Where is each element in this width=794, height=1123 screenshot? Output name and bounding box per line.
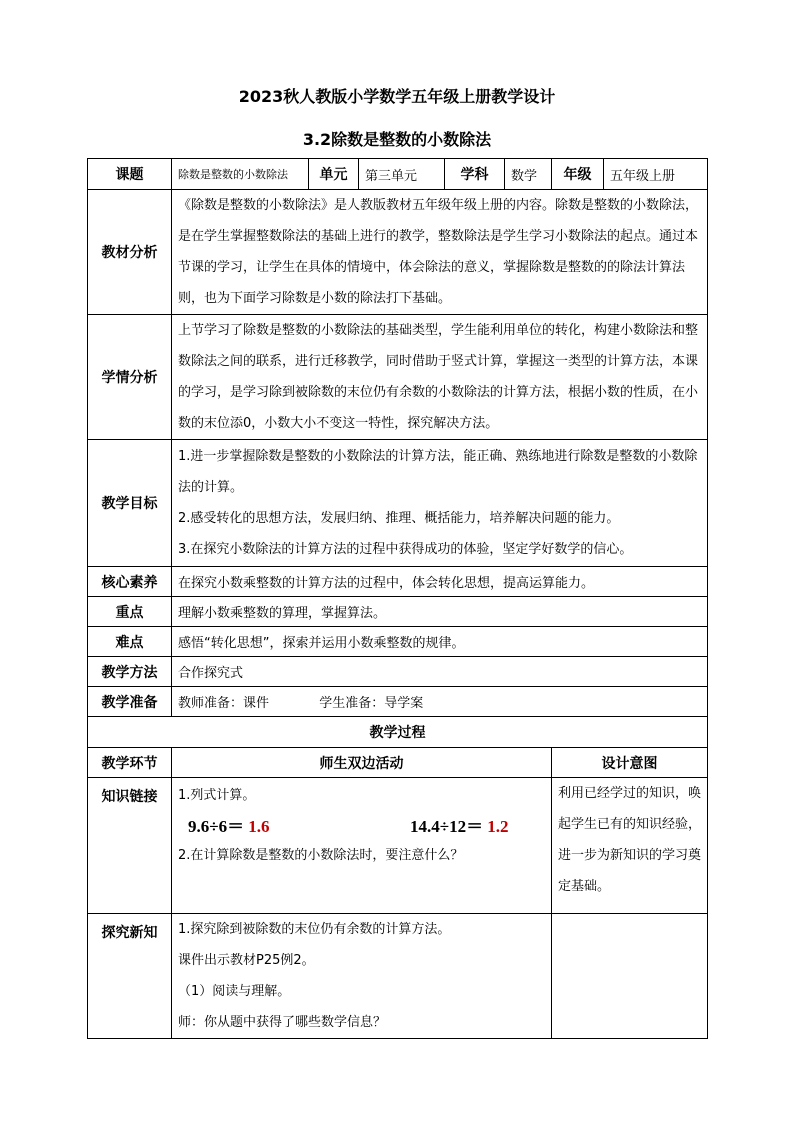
explore-label: 探究新知 xyxy=(88,914,172,1039)
grade-label: 年级 xyxy=(552,159,604,190)
goals-label: 教学目标 xyxy=(88,440,172,567)
learner-text: 上节学习了除数是整数的小数除法的基础类型，学生能利用单位的转化，构建小数除法和整数除法之间的联系，进行迁移教学，同时借助于竖式计算，掌握这一类型的计算方法，本课的学习，是学习除到被除数的末位仍有余数的小数除法的计算方法，根据小数的性质，在小数的末位添0，小数大小不变这一特性，探究解决方法。 xyxy=(172,315,708,440)
core-label: 核心素养 xyxy=(88,567,172,597)
topic-value: 除数是整数的小数除法 xyxy=(172,159,309,190)
link-item-2: 2.在计算除数是整数的小数除法时，要注意什么？ xyxy=(178,848,464,863)
col-intent-header: 设计意图 xyxy=(552,748,708,778)
key-label: 重点 xyxy=(88,597,172,627)
equation-2 xyxy=(410,812,508,837)
method-label: 教学方法 xyxy=(88,657,172,687)
goal-item-2: 2.感受转化的思想方法，发展归纳、推理、概括能力，培养解决问题的能力。 xyxy=(178,511,620,526)
process-header-row xyxy=(88,748,708,778)
link-label: 知识链接 xyxy=(88,778,172,914)
equation-row xyxy=(178,808,545,842)
goals-text xyxy=(172,440,708,567)
lesson-plan-table xyxy=(87,158,708,1039)
equation-1-expr: 9.6÷6＝ xyxy=(188,817,245,836)
explore-intent xyxy=(552,914,708,1039)
col-activity-header: 师生双边活动 xyxy=(172,748,552,778)
goal-item-3: 3.在探究小数除法的计算方法的过程中获得成功的体验，坚定学好数学的信心。 xyxy=(178,542,633,557)
difficult-row xyxy=(88,627,708,657)
difficult-label: 难点 xyxy=(88,627,172,657)
link-intent: 利用已经学过的知识，唤起学生已有的知识经验，进一步为新知识的学习奠定基础。 xyxy=(552,778,708,914)
explore-line-1: 1.探究除到被除数的末位仍有余数的计算方法。 xyxy=(178,922,451,937)
core-text: 在探究小数乘整数的计算方法的过程中，体会转化思想，提高运算能力。 xyxy=(172,567,708,597)
method-text: 合作探究式 xyxy=(172,657,708,687)
prep-student: 学生准备：导学案 xyxy=(319,696,424,711)
prep-text xyxy=(172,687,708,717)
equation-1 xyxy=(188,812,269,837)
core-row xyxy=(88,567,708,597)
process-heading-row xyxy=(88,717,708,748)
unit-value: 第三单元 xyxy=(359,159,445,190)
method-row xyxy=(88,657,708,687)
lesson-title: 3.2除数是整数的小数除法 xyxy=(302,130,492,149)
link-row xyxy=(88,778,708,914)
difficult-text: 感悟“转化思想”，探索并运用小数乘整数的规律。 xyxy=(172,627,708,657)
unit-label: 单元 xyxy=(309,159,359,190)
explore-row xyxy=(88,914,708,1039)
equation-2-expr: 14.4÷12＝ xyxy=(410,817,484,836)
explore-line-2: 课件出示教材P25例2。 xyxy=(178,953,315,968)
material-label: 教材分析 xyxy=(88,190,172,315)
explore-activity xyxy=(172,914,552,1039)
learner-label: 学情分析 xyxy=(88,315,172,440)
col-stage-header: 教学环节 xyxy=(88,748,172,778)
document-title: 2023秋人教版小学数学五年级上册教学设计 xyxy=(238,87,556,106)
material-row xyxy=(88,190,708,315)
prep-teacher: 教师准备：课件 xyxy=(178,696,270,711)
prep-row xyxy=(88,687,708,717)
explore-line-3: （1）阅读与理解。 xyxy=(178,984,291,999)
equation-1-answer: 1.6 xyxy=(248,817,270,836)
subject-label: 学科 xyxy=(445,159,505,190)
key-text: 理解小数乘整数的算理，掌握算法。 xyxy=(172,597,708,627)
grade-value: 五年级上册 xyxy=(604,159,708,190)
link-activity xyxy=(172,778,552,914)
learner-row xyxy=(88,315,708,440)
goal-item-1: 1.进一步掌握除数是整数的小数除法的计算方法，能正确、熟练地进行除数是整数的小数除法的计算。 xyxy=(178,449,698,495)
link-item-1: 1.列式计算。 xyxy=(178,788,256,803)
explore-line-4: 师：你从题中获得了哪些数学信息？ xyxy=(178,1015,387,1030)
process-heading: 教学过程 xyxy=(88,717,708,748)
prep-label: 教学准备 xyxy=(88,687,172,717)
topic-label: 课题 xyxy=(88,159,172,190)
goals-row xyxy=(88,440,708,567)
equation-2-answer: 1.2 xyxy=(487,817,509,836)
info-row xyxy=(88,159,708,190)
material-text: 《除数是整数的小数除法》是人教版教材五年级年级上册的内容。除数是整数的小数除法，是在学生掌握整数除法的基础上进行的教学，整数除法是学生学习小数除法的起点。通过本节课的学习，让学生在具体的情境中，体会除法的意义，掌握除数是整数的的除法计算法则，也为下面学习除数是小数的除法打下基础。 xyxy=(172,190,708,315)
key-row xyxy=(88,597,708,627)
subject-value: 数学 xyxy=(505,159,552,190)
